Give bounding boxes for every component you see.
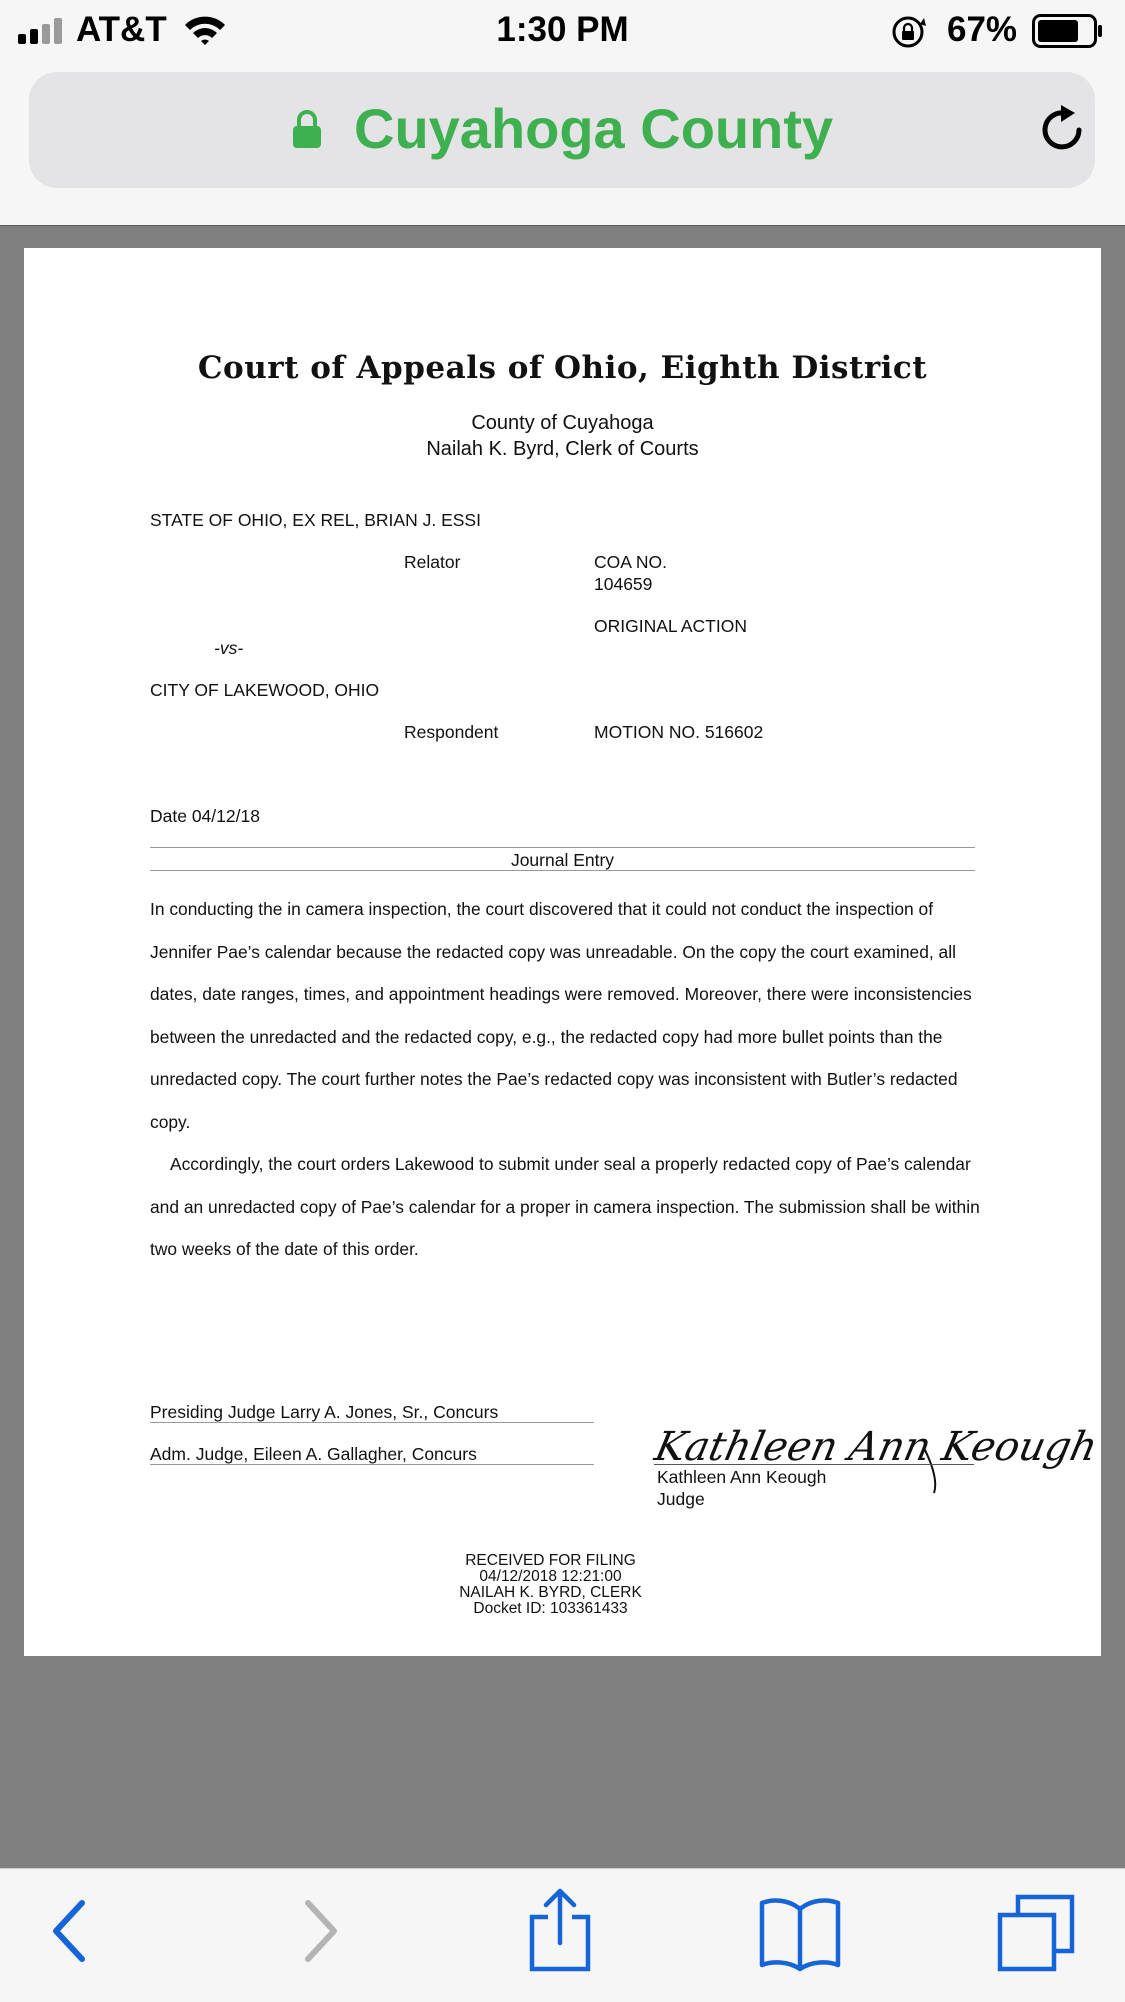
journal-body	[150, 888, 980, 1271]
journal-entry-heading: Journal Entry	[510, 850, 615, 870]
reload-icon[interactable]	[1039, 104, 1089, 158]
tabs-button[interactable]	[996, 1893, 1076, 1973]
versus-label: -vs-	[214, 638, 244, 658]
relator-label: Relator	[404, 552, 461, 572]
paragraph-1: In conducting the in camera inspection, the court discovered that it could not conduct the inspection of Jennifer Pae’s calendar because the redacted copy was unreadable. On the copy the court examined, all dates, date ranges, times, and appointment headings were removed. Moreover, there were inconsistencies between the unredacted and the redacted copy, e.g., the redacted copy had more bullet points than the unredacted copy. The court further notes the Pae’s redacted copy was inconsistent with Butler’s redacted copy.	[150, 899, 972, 1132]
paragraph-2: Accordingly, the court orders Lakewood to submit under seal a properly redacted copy of Pae’s calendar and an unredacted copy of Pae’s calendar for a proper in camera inspection. The submission shall be within two weeks of the date of this order.	[150, 1154, 980, 1259]
browser-header	[0, 62, 1125, 226]
presiding-judge: Presiding Judge Larry A. Jones, Sr., Concurs	[150, 1402, 499, 1422]
signer-title: Judge	[657, 1489, 705, 1509]
carrier-label: AT&T	[76, 10, 167, 49]
motion-number: MOTION NO. 516602	[594, 722, 764, 742]
filing-line-4: Docket ID: 103361433	[473, 1600, 628, 1617]
filing-line-2: 04/12/2018 12:21:00	[479, 1568, 622, 1585]
rotation-lock-icon	[890, 14, 926, 50]
lock-icon	[291, 108, 323, 150]
action-type: ORIGINAL ACTION	[594, 616, 747, 636]
presiding-judge-rule	[150, 1422, 594, 1423]
court-title: Court of Appeals of Ohio, Eighth District	[197, 350, 928, 386]
filing-stamp	[374, 1553, 727, 1617]
wifi-icon	[183, 14, 227, 46]
signer-name: Kathleen Ann Keough	[657, 1467, 827, 1487]
respondent-name: CITY OF LAKEWOOD, OHIO	[150, 680, 380, 700]
forward-button[interactable]	[300, 1899, 340, 1963]
clerk-line: Nailah K. Byrd, Clerk of Courts	[426, 438, 699, 460]
heading-rule-top	[150, 847, 975, 848]
signal-icon	[18, 18, 68, 44]
browser-toolbar	[0, 1868, 1125, 2002]
filing-line-1: RECEIVED FOR FILING	[465, 1552, 636, 1569]
battery-icon	[1032, 14, 1104, 48]
coa-number: 104659	[594, 574, 653, 594]
bookmarks-button[interactable]	[758, 1897, 842, 1969]
admin-judge: Adm. Judge, Eileen A. Gallagher, Concurs	[150, 1444, 477, 1464]
site-title: Cuyahoga County	[354, 97, 834, 160]
relator-name: STATE OF OHIO, EX REL, BRIAN J. ESSI	[150, 510, 481, 530]
signature-rule	[654, 1464, 974, 1465]
address-bar[interactable]	[29, 72, 1095, 188]
clock-time: 1:30 PM	[496, 10, 629, 49]
county-line: County of Cuyahoga	[471, 412, 654, 434]
document-page	[24, 248, 1101, 1656]
signature-script: Kathleen Ann Keough	[650, 1422, 1102, 1470]
back-button[interactable]	[50, 1899, 90, 1963]
filing-line-3: NAILAH K. BYRD, CLERK	[459, 1584, 642, 1601]
heading-rule-bottom	[150, 870, 975, 871]
respondent-label: Respondent	[404, 722, 499, 742]
status-bar	[0, 0, 1125, 62]
battery-percent: 67%	[947, 10, 1018, 49]
share-button[interactable]	[528, 1887, 592, 1973]
admin-judge-rule	[150, 1464, 594, 1465]
entry-date: Date 04/12/18	[150, 806, 260, 826]
coa-label: COA NO.	[594, 552, 667, 572]
